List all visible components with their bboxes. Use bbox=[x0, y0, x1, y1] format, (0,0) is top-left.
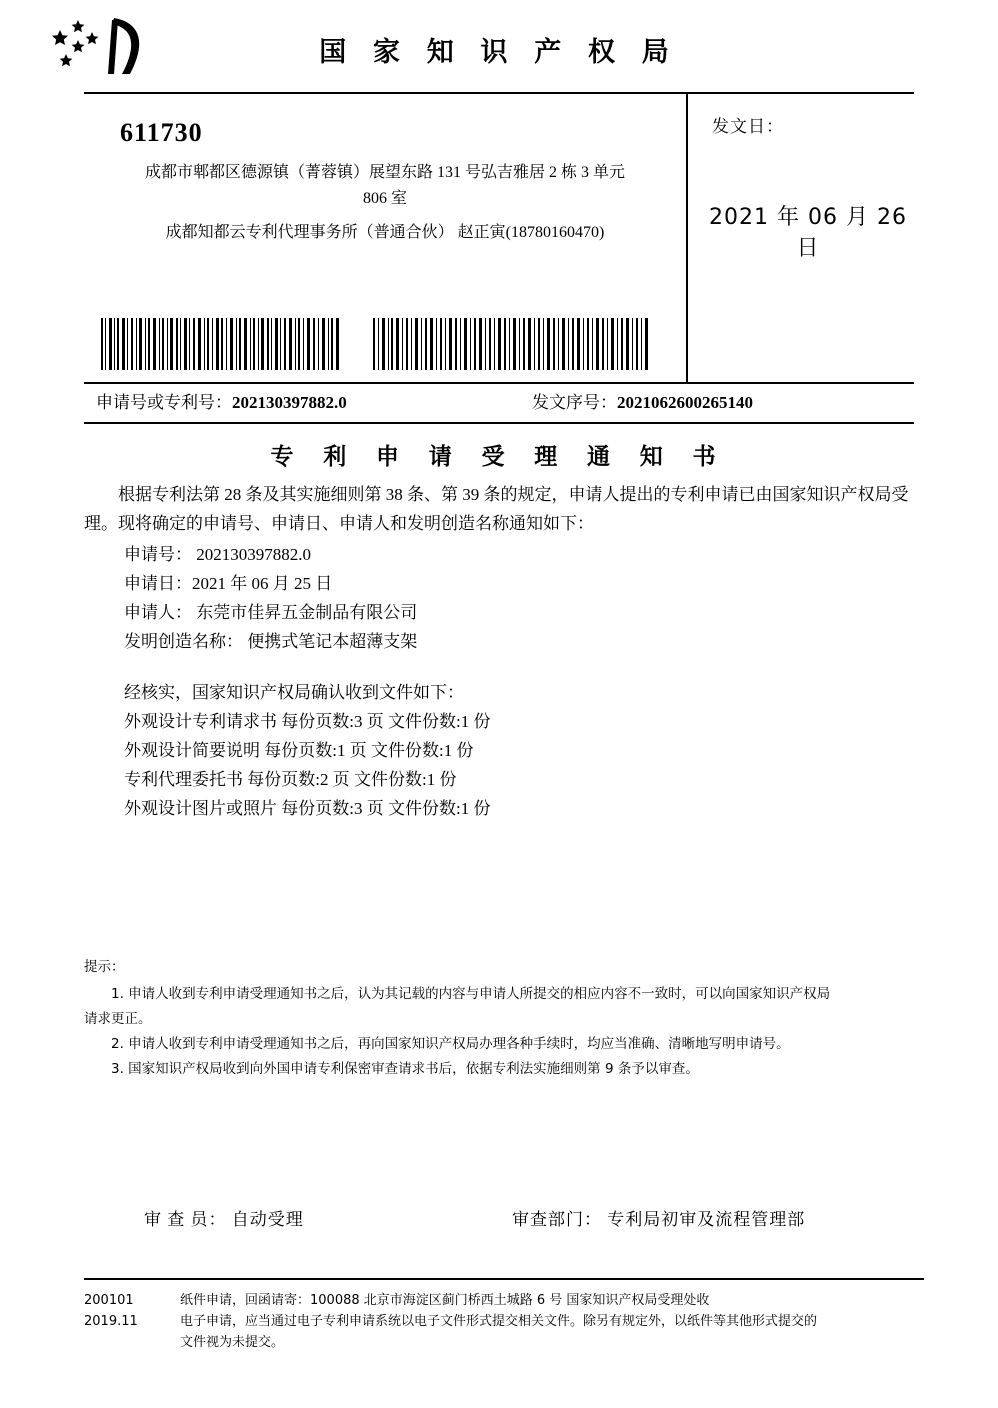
dispatch-number-label: 发文序号： bbox=[532, 393, 617, 412]
body-paragraph-1: 根据专利法第 28 条及其实施细则第 38 条、第 39 条的规定，申请人提出的专利申请已由国家知识产权局受理。现将确定的申请号、申请日、申请人和发明创造名称通知如下： bbox=[84, 485, 909, 533]
application-number-field bbox=[96, 388, 347, 413]
received-document-item: 外观设计专利请求书 每份页数:3 页 文件份数:1 份 bbox=[124, 712, 491, 731]
received-document-item: 外观设计图片或照片 每份页数:3 页 文件份数:1 份 bbox=[124, 799, 491, 818]
issue-date-value: 2021 年 06 月 26 日 bbox=[709, 205, 907, 261]
tip-item-3: 3. 国家知识产权局收到向外国申请专利保密审查请求书后，依据专利法实施细则第 9 条予以审查。 bbox=[111, 1061, 699, 1077]
footer-code-1: 200101 bbox=[84, 1293, 134, 1308]
field-invention-name: 发明创造名称： 便携式笔记本超薄支架 bbox=[124, 632, 418, 651]
number-row bbox=[84, 388, 914, 418]
dispatch-number-field bbox=[532, 388, 753, 413]
tips-section bbox=[84, 955, 914, 1082]
serial-number: 611730 bbox=[120, 118, 203, 147]
department-label: 审查部门： bbox=[512, 1210, 602, 1229]
document-header bbox=[0, 0, 998, 88]
received-documents-heading: 经核实，国家知识产权局确认收到文件如下： bbox=[124, 683, 464, 702]
examiner-label: 审 查 员： bbox=[144, 1210, 227, 1229]
examiner-field bbox=[144, 1205, 304, 1230]
field-application-date: 申请日：2021 年 06 月 25 日 bbox=[124, 574, 333, 593]
divider-vertical bbox=[686, 92, 688, 384]
tip-item-1-continued: 请求更正。 bbox=[84, 1011, 152, 1027]
page-title: 专 利 申 请 受 理 通 知 书 bbox=[270, 444, 728, 469]
received-document-item: 专利代理委托书 每份页数:2 页 文件份数:1 份 bbox=[124, 770, 457, 789]
divider-under-address bbox=[84, 382, 914, 384]
addressee-address bbox=[84, 160, 686, 246]
tip-item-2: 2. 申请人收到专利申请受理通知书之后，再向国家知识产权局办理各种手续时，均应当准确、清晰地写明申请号。 bbox=[111, 1036, 790, 1052]
application-number-value: 202130397882.0 bbox=[232, 393, 347, 412]
footer-code-2: 2019.11 bbox=[84, 1314, 138, 1329]
received-document-item: 外观设计简要说明 每份页数:1 页 文件份数:1 份 bbox=[124, 741, 474, 760]
department-field bbox=[512, 1205, 805, 1230]
spacer bbox=[84, 656, 914, 678]
field-applicant: 申请人： 东莞市佳昇五金制品有限公司 bbox=[124, 603, 418, 622]
application-number-label: 申请号或专利号： bbox=[96, 393, 232, 412]
document-body bbox=[84, 480, 914, 823]
department-value: 专利局初审及流程管理部 bbox=[607, 1210, 806, 1229]
dispatch-number-value: 2021062600265140 bbox=[617, 393, 753, 412]
tip-item-1: 1. 申请人收到专利申请受理通知书之后，认为其记载的内容与申请人所提交的相应内容不一致时，可以向国家知识产权局 bbox=[111, 986, 831, 1002]
barcode-dispatch-number bbox=[372, 318, 652, 370]
divider-under-numbers bbox=[84, 422, 914, 424]
footer-line-2: 电子申请，应当通过电子专利申请系统以电子文件形式提交相关文件。除另有规定外，以纸件等其他形式提交的 bbox=[180, 1314, 818, 1329]
issue-date-label: 发文日： bbox=[712, 117, 784, 136]
address-line-1: 成都市郫都区德源镇（菁蓉镇）展望东路 131 号弘吉雅居 2 栋 3 单元 bbox=[144, 164, 625, 181]
examiner-value: 自动受理 bbox=[231, 1210, 304, 1229]
footer-codes bbox=[84, 1290, 174, 1332]
footer-line-3: 文件视为未提交。 bbox=[180, 1335, 285, 1350]
field-application-number: 申请号： 202130397882.0 bbox=[124, 545, 311, 564]
divider-footer bbox=[84, 1278, 924, 1280]
footer-line-1: 纸件申请，回函请寄：100088 北京市海淀区蓟门桥西土城路 6 号 国家知识产权局受理处收 bbox=[180, 1293, 710, 1308]
agent-line: 成都知都云专利代理事务所（普通合伙） 赵正寅(18780160470) bbox=[165, 224, 605, 241]
agency-title: 国 家 知 识 产 权 局 bbox=[319, 37, 679, 67]
barcode-application-number bbox=[100, 318, 340, 370]
divider-top bbox=[84, 92, 914, 94]
footer-text bbox=[180, 1290, 940, 1353]
tips-heading: 提示： bbox=[84, 959, 125, 975]
address-line-2: 806 室 bbox=[362, 190, 407, 207]
addressee-block bbox=[84, 96, 686, 246]
